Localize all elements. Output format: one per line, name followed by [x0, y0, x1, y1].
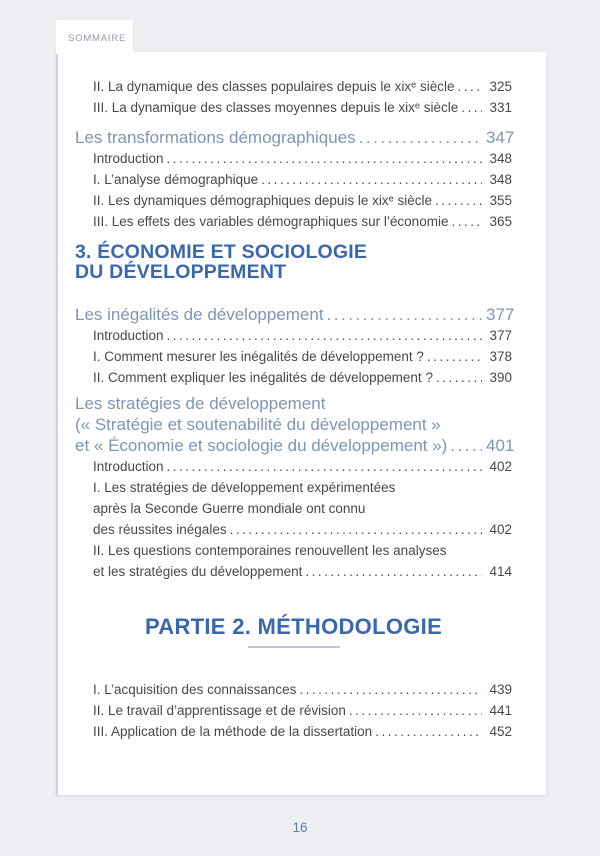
toc-entry-row [93, 211, 512, 232]
toc-entry [75, 367, 512, 388]
toc-entry-label: Introduction [93, 151, 164, 166]
toc-entries-block [75, 679, 512, 742]
chapter-title-item [75, 127, 515, 148]
dot-leader [167, 325, 482, 346]
chapter-entries [75, 148, 512, 232]
toc-entry-row [93, 367, 512, 388]
toc-entry-label: III. Les effets des variables démographiques sur l’économie [93, 214, 449, 229]
toc-entry [75, 169, 512, 190]
toc-entry [75, 148, 512, 169]
toc-chapter [75, 393, 515, 582]
toc-entry-page-number: 390 [489, 370, 512, 385]
dot-leader [167, 148, 482, 169]
part-heading-line: DU DÉVELOPPEMENT [75, 261, 287, 283]
part-heading [75, 614, 512, 648]
toc-entry-label: I. Comment mesurer les inégalités de développement ? [93, 349, 424, 364]
toc-entry [75, 211, 512, 232]
toc-entry-line: I. Les stratégies de développement expérimentées [93, 480, 396, 495]
dot-leader [375, 721, 482, 742]
toc-entry [75, 190, 512, 211]
dot-leader [167, 456, 482, 477]
toc-entry [75, 97, 512, 118]
toc-entry-row [93, 456, 512, 477]
toc-entry [75, 679, 512, 700]
sommaire-tab [56, 20, 133, 54]
toc-chapter [75, 127, 515, 232]
toc-entry [75, 76, 512, 97]
toc-entry-row [93, 561, 512, 582]
toc-entry [75, 700, 512, 721]
chapter-title [75, 304, 515, 325]
toc-entry [75, 477, 512, 540]
toc-entries-block [75, 76, 512, 118]
toc-entry-label: III. La dynamique des classes moyennes depuis le xixᵉ siècle [93, 100, 459, 115]
toc-entry-row [93, 97, 512, 118]
dot-leader [450, 435, 482, 456]
toc-entry-row [93, 346, 512, 367]
toc-entry-row [93, 148, 512, 169]
toc-entry-label: Introduction [93, 328, 164, 343]
toc-entry-page-number: 452 [489, 724, 512, 739]
toc-entry-row [93, 325, 512, 346]
toc-entry-row [75, 435, 515, 456]
toc-entry-row [75, 304, 515, 325]
toc-entry-page-number: 401 [486, 436, 515, 455]
toc-entry-line: (« Stratégie et soutenabilité du développement » [75, 415, 441, 434]
dot-leader [305, 561, 482, 582]
toc-entry-page-number: 365 [489, 214, 512, 229]
toc-entry-page-number: 402 [489, 459, 512, 474]
dot-leader [427, 346, 482, 367]
toc-entry [75, 346, 512, 367]
toc-entry-page-number: 348 [489, 151, 512, 166]
toc-entry-page-number: 377 [486, 305, 515, 324]
toc-entry-row [93, 190, 512, 211]
table-of-contents [75, 76, 515, 742]
toc-entry [75, 456, 512, 477]
toc-entry-page-number: 355 [489, 193, 512, 208]
dot-leader [349, 700, 482, 721]
dot-leader [261, 169, 482, 190]
toc-entry-label: et « Économie et sociologie du développement ») [75, 436, 448, 455]
chapter-title [75, 127, 515, 148]
chapter-title [75, 393, 515, 456]
dot-leader [457, 76, 482, 97]
chapter-title-item [75, 393, 515, 456]
toc-entry-label: et les stratégies du développement [93, 564, 303, 579]
toc-entry-page-number: 347 [486, 128, 515, 147]
toc-entry-row [75, 127, 515, 148]
toc-entry [75, 325, 512, 346]
toc-entry-page-number: 348 [489, 172, 512, 187]
dot-leader [299, 679, 482, 700]
toc-entry-page-number: 439 [489, 682, 512, 697]
folio-page-number: 16 [292, 820, 308, 835]
toc-entry-label: I. L’acquisition des connaissances [93, 682, 297, 697]
toc-entry-label: Les inégalités de développement [75, 305, 324, 324]
toc-entry-page-number: 378 [489, 349, 512, 364]
chapter-entries [75, 456, 512, 582]
part-heading-line: PARTIE 2. MÉTHODOLOGIE [144, 614, 443, 639]
toc-entry [75, 540, 512, 582]
toc-entry-label: II. Les dynamiques démographiques depuis le xixᵉ siècle [93, 193, 432, 208]
toc-entry-page-number: 331 [489, 100, 512, 115]
toc-entry-label: II. La dynamique des classes populaires depuis le xixᵉ siècle [93, 79, 455, 94]
toc-entry-label: Les transformations démographiques [75, 128, 356, 147]
dot-leader [451, 211, 482, 232]
toc-entry-row [93, 169, 512, 190]
dot-leader [359, 127, 482, 148]
toc-entry-row [93, 519, 512, 540]
dot-leader [461, 97, 482, 118]
toc-entry [75, 721, 512, 742]
part-heading-line: 3. ÉCONOMIE ET SOCIOLOGIE [75, 241, 368, 263]
dot-leader [230, 519, 482, 540]
toc-entry-label: III. Application de la méthode de la dissertation [93, 724, 373, 739]
toc-entry-page-number: 325 [489, 79, 512, 94]
chapter-title-item [75, 304, 515, 325]
toc-entry-row [93, 721, 512, 742]
toc-entry-page-number: 377 [489, 328, 512, 343]
toc-entry-label: des réussites inégales [93, 522, 227, 537]
part-heading [75, 242, 512, 282]
toc-entry-page-number: 402 [489, 522, 512, 537]
toc-entry-label: II. Le travail d’apprentissage et de révision [93, 703, 346, 718]
toc-entry-label: Introduction [93, 459, 164, 474]
chapter-entries [75, 325, 512, 388]
toc-entry-row [93, 76, 512, 97]
sommaire-tab-label: SOMMAIRE [68, 33, 127, 44]
toc-entry-label: II. Comment expliquer les inégalités de développement ? [93, 370, 433, 385]
toc-entry-line: II. Les questions contemporaines renouvellent les analyses [93, 543, 447, 558]
toc-entry-page-number: 414 [489, 564, 512, 579]
toc-entry-label: I. L’analyse démographique [93, 172, 259, 187]
dot-leader [436, 367, 482, 388]
dot-leader [435, 190, 482, 211]
toc-entry-line: après la Seconde Guerre mondiale ont connu [93, 501, 366, 516]
heading-underline-rule [248, 646, 340, 648]
toc-chapter [75, 304, 515, 388]
toc-entry-line: Les stratégies de développement [75, 394, 326, 413]
content-card [56, 52, 546, 795]
dot-leader [327, 304, 482, 325]
toc-entry-row [93, 679, 512, 700]
toc-entry-page-number: 441 [489, 703, 512, 718]
toc-entry-row [93, 700, 512, 721]
